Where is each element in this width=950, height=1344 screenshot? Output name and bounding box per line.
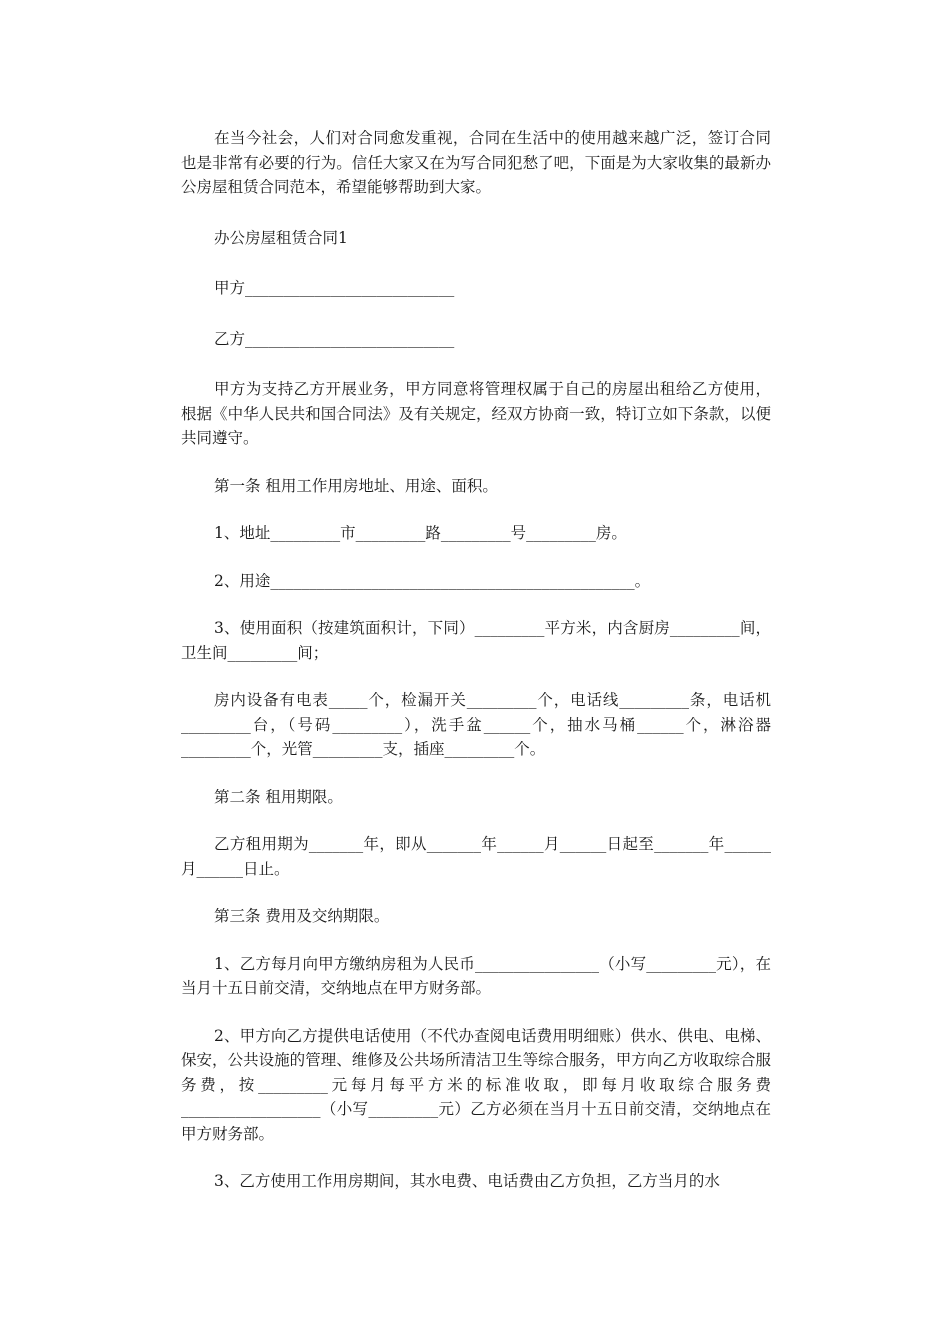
article-1-item-area: 3、使用面积（按建筑面积计，下同）_________平方米，内含厨房_________间，卫生间_________间； [181, 619, 771, 662]
article-3-title: 第三条 费用及交纳期限。 [214, 907, 390, 925]
contract-title: 办公房屋租赁合同1 [214, 228, 348, 247]
article-3-item-service-fee: 2、甲方向乙方提供电话使用（不代办查阅电话费用明细账）供水、供电、电梯、保安，公共设施的管理、维修及公共场所清洁卫生等综合服务，甲方向乙方收取综合服务费，按_________元每月每平方米的标准收取，即每月收取综合服务费__________________（小写_________元）乙方必须在当月十五日前交清，交纳地点在甲方财务部。 [181, 1026, 771, 1143]
equipment-paragraph: 房内设备有电表_____个，检漏开关_________个，电话线_________条，电话机_________台，（号码_________），洗手盆______个，抽水马桶______个，淋浴器_________个，光管_________支，插座_________个。 [181, 691, 771, 758]
article-3-item-utilities: 3、乙方使用工作用房期间，其水电费、电话费由乙方负担，乙方当月的水 [214, 1172, 720, 1190]
party-b-line: 乙方___________________________ [214, 329, 455, 348]
article-2-text: 乙方租用期为_______年，即从_______年______月______日起至_______年______月______日止。 [181, 835, 771, 878]
article-3-item-rent: 1、乙方每月向甲方缴纳房租为人民币________________（小写_________元），在当月十五日前交清，交纳地点在甲方财务部。 [181, 954, 771, 997]
article-1-item-usage: 2、用途_______________________________________________。 [214, 571, 651, 590]
party-a-line: 甲方___________________________ [214, 279, 455, 297]
article-2-title: 第二条 租用期限。 [214, 787, 343, 806]
document-page [181, 126, 771, 1194]
article-1-title: 第一条 租用工作用房地址、用途、面积。 [214, 476, 498, 495]
intro-paragraph: 在当今社会，人们对合同愈发重视，合同在生活中的使用越来越广泛，签订合同也是非常有必要的行为。信任大家又在为写合同犯愁了吧，下面是为大家收集的最新办公房屋租赁合同范本，希望能够帮助到大家。 [181, 129, 771, 196]
article-1-item-address: 1、地址_________市_________路_________号_________房。 [214, 524, 627, 542]
preamble-paragraph: 甲方为支持乙方开展业务，甲方同意将管理权属于自己的房屋出租给乙方使用，根据《中华人民共和国合同法》及有关规定，经双方协商一致，特订立如下条款，以便共同遵守。 [181, 380, 771, 447]
